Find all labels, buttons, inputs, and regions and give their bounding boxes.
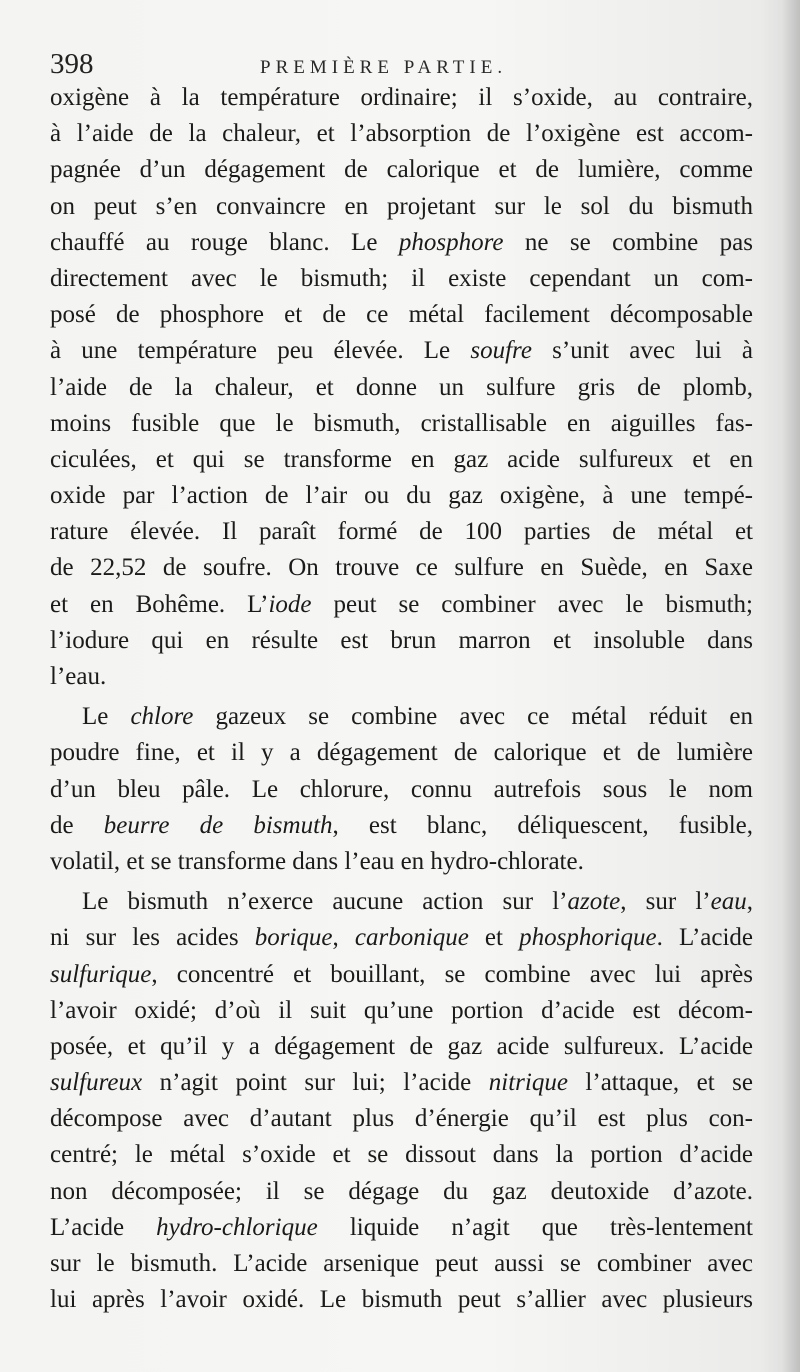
text-run: à une température peu élevée. Le xyxy=(50,337,471,365)
italic-term: iode xyxy=(268,590,312,618)
text-run: pagnée d’un dégagement de calorique et de lumière, comme xyxy=(50,156,753,184)
italic-term: soufre xyxy=(470,337,532,365)
text-run: , sur l’ xyxy=(620,888,711,916)
text-line xyxy=(50,1029,753,1065)
text-run: centré; le métal s’oxide et se dissout dans la portion d’acide xyxy=(50,1141,753,1169)
running-head: PREMIÈRE PARTIE. xyxy=(260,57,508,78)
text-line xyxy=(50,735,753,771)
italic-term: azote xyxy=(567,888,621,916)
text-line xyxy=(50,80,753,116)
text-line xyxy=(50,957,753,993)
text-line xyxy=(50,478,753,514)
body-text xyxy=(50,80,753,1318)
text-run: ni sur les acides xyxy=(50,924,255,952)
text-run: à l’aide de la chaleur, et l’absorption de l’oxigène est accom- xyxy=(50,120,753,148)
italic-term: nitrique xyxy=(488,1069,568,1097)
text-line xyxy=(50,297,753,333)
text-run: ne se combine pas xyxy=(503,228,753,256)
text-run: liquide n’agit que très-lentement xyxy=(317,1213,753,1241)
text-run: , est blanc, déliquescent, fusible, xyxy=(332,811,753,839)
text-line xyxy=(50,442,753,478)
text-run: gazeux se combine avec ce métal réduit en xyxy=(193,703,753,731)
text-run: poudre fine, et il y a dégagement de calorique et de lumière xyxy=(50,739,753,767)
text-run: Le xyxy=(82,703,131,731)
text-line xyxy=(50,514,753,550)
text-line xyxy=(50,699,753,735)
text-line xyxy=(50,1282,753,1318)
text-run: d’un bleu pâle. Le chlorure, connu autrefois sous le nom xyxy=(50,775,753,803)
text-line xyxy=(50,333,753,369)
text-run: , xyxy=(332,924,355,952)
italic-term: chlore xyxy=(130,703,194,731)
text-run: et xyxy=(468,924,520,952)
text-line xyxy=(50,1246,753,1282)
italic-term: eau xyxy=(710,888,747,916)
text-run: s’unit avec lui à xyxy=(531,337,753,365)
text-run: oxigène à la température ordinaire; il s’oxide, au contraire, xyxy=(50,84,753,111)
text-line xyxy=(50,844,753,880)
text-line xyxy=(50,659,753,695)
text-run: moins fusible que le bismuth, cristallisable en aiguilles fas- xyxy=(50,409,753,437)
text-run: volatil, et se transforme dans l’eau en hydro-chlorate. xyxy=(50,847,584,875)
italic-term: sulfureux xyxy=(50,1069,143,1097)
text-line xyxy=(50,920,753,956)
italic-term: sulfurique xyxy=(50,960,152,988)
text-line xyxy=(50,261,753,297)
text-line xyxy=(50,1174,753,1210)
text-run: L’acide xyxy=(50,1213,157,1241)
page-number: 398 xyxy=(50,48,94,80)
text-run: chauffé au rouge blanc. Le xyxy=(50,228,399,256)
text-line xyxy=(50,884,753,920)
text-run: directement avec le bismuth; il existe cependant un com- xyxy=(50,264,753,292)
text-line xyxy=(50,406,753,442)
italic-term: carbonique xyxy=(354,924,469,952)
text-run: . L’acide xyxy=(656,924,754,952)
text-line xyxy=(50,772,753,808)
text-line xyxy=(50,370,753,406)
text-line xyxy=(50,587,753,623)
text-run: et en Bohême. L’ xyxy=(50,590,269,618)
text-run: de xyxy=(50,811,104,839)
italic-term: phosphorique xyxy=(519,924,657,952)
text-run: Le bismuth n’exerce aucune action sur l’ xyxy=(82,888,568,916)
text-line xyxy=(50,623,753,659)
text-line xyxy=(50,1210,753,1246)
text-run: l’avoir oxidé; d’où il suit qu’une portion d’acide est décom- xyxy=(50,996,753,1024)
text-line xyxy=(50,152,753,188)
text-run: l’aide de la chaleur, et donne un sulfure gris de plomb, xyxy=(50,373,753,401)
text-run: décompose avec d’autant plus d’énergie qu’il est plus con- xyxy=(50,1105,753,1133)
italic-term: borique xyxy=(254,924,333,952)
text-run: n’agit point sur lui; l’acide xyxy=(142,1069,489,1097)
italic-term: hydro-chlorique xyxy=(156,1213,318,1241)
text-run: non décomposée; il se dégage du gaz deutoxide d’azote. xyxy=(50,1177,753,1205)
text-run: oxide par l’action de l’air ou du gaz oxigène, à une tempé- xyxy=(50,482,753,510)
text-line xyxy=(50,808,753,844)
text-line xyxy=(50,1101,753,1137)
text-line xyxy=(50,550,753,586)
text-run: sur le bismuth. L’acide arsenique peut aussi se combiner avec xyxy=(50,1250,753,1277)
text-run: ciculées, et qui se transforme en gaz acide sulfureux et en xyxy=(50,445,753,473)
page-header xyxy=(50,44,750,84)
text-run: posé de phosphore et de ce métal facilement décomposable xyxy=(50,301,753,329)
text-run: , xyxy=(746,888,753,916)
text-run: posée, et qu’il y a dégagement de gaz acide sulfureux. L’acide xyxy=(50,1032,753,1060)
text-run: l’iodure qui en résulte est brun marron et insoluble dans xyxy=(50,626,753,654)
text-line xyxy=(50,116,753,152)
italic-term: phosphore xyxy=(398,228,504,256)
text-run: l’attaque, et se xyxy=(567,1069,753,1097)
text-run: de 22,52 de soufre. On trouve ce sulfure en Suède, en Saxe xyxy=(50,554,753,582)
text-line xyxy=(50,225,753,261)
text-run: l’eau. xyxy=(50,663,107,690)
text-line xyxy=(50,993,753,1029)
text-run: rature élevée. Il paraît formé de 100 parties de métal et xyxy=(50,518,753,546)
page-edge-shadow xyxy=(782,0,800,1372)
text-run: , concentré et bouillant, se combine avec lui après xyxy=(151,960,753,988)
italic-term: beurre de bismuth xyxy=(103,811,333,839)
text-line xyxy=(50,189,753,225)
text-run: peut se combiner avec le bismuth; xyxy=(311,590,753,618)
text-run: on peut s’en convaincre en projetant sur le sol du bismuth xyxy=(50,192,753,220)
text-run: lui après l’avoir oxidé. Le bismuth peut s’allier avec plusieurs xyxy=(50,1286,753,1314)
text-line xyxy=(50,1137,753,1173)
text-line xyxy=(50,1065,753,1101)
